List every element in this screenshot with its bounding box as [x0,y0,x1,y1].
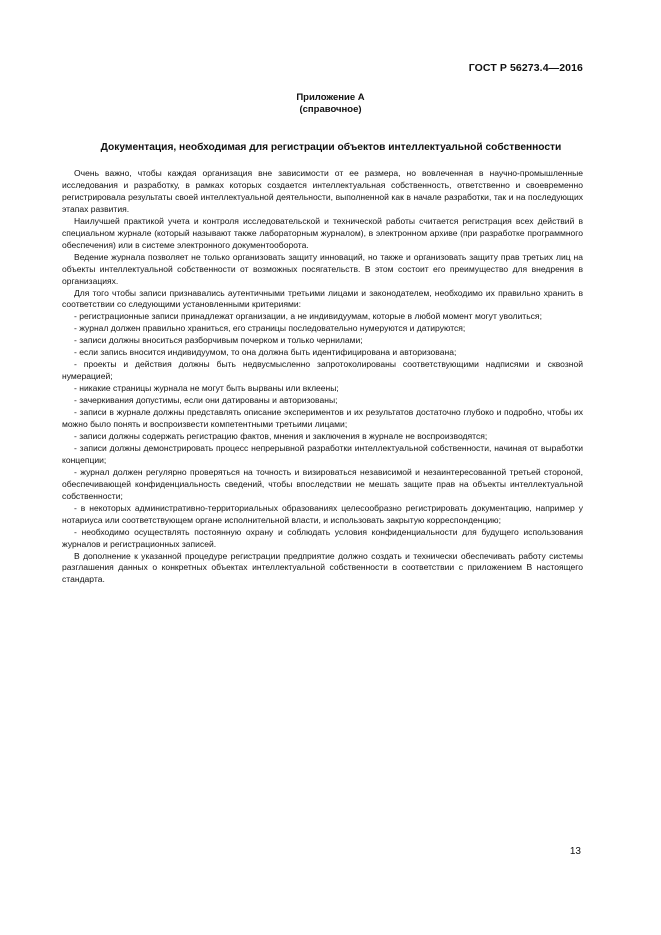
appendix-title: Приложение А [296,92,365,103]
list-item: - журнал должен правильно храниться, его страницы последовательно нумеруются и датируются; [74,323,466,334]
list-item: - никакие страницы журнала не могут быть вырваны или вклеены; [74,383,339,394]
document-title: Документация, необходимая для регистрации объектов интеллектуальной собственности [100,142,562,153]
list-item: - записи в журнале должны представлять описание экспериментов и их результатов достаточно глубоко и подробно, чтобы их можно было понять и воспроизвести компетентными третьими лицами; [62,407,583,430]
list-item: - записи должны вноситься разборчивым почерком и только чернилами; [74,335,363,346]
appendix-heading [0,92,661,116]
paragraph: Ведение журнала позволяет не только организовать защиту инноваций, но также и организовать защиту прав третьих лиц на объекты интеллектуальной собственности от возможных посягательств. В этом состоит его преимущество для внедрения в организациях. [62,251,583,286]
list-item: - записи должны демонстрировать процесс непрерывной разработки интеллектуальной собственности, начиная от выработки концепции; [62,442,583,465]
list-item: - регистрационные записи принадлежат организации, а не индивидуумам, которые в любой момент могут уволиться; [74,311,542,322]
appendix-subtitle: (справочное) [299,104,362,115]
paragraph: Наилучшей практикой учета и контроля исследовательской и технической работы считается регистрация всех действий в специальном журнале (который называют также лабораторным журналом), в электронном архиве (при разработке программного обеспечения) или в системе электронного документооборота. [62,215,583,250]
list-item: - зачеркивания допустимы, если они датированы и авторизованы; [74,395,338,406]
document-body [62,168,583,586]
paragraph: В дополнение к указанной процедуре регистрации предприятие должно создать и технически обеспечивать работу системы разглашения данных о конкретных объектах интеллектуальной собственности в соответствии с приложением В настоящего стандарта. [62,550,583,585]
paragraph: Для того чтобы записи признавались аутентичными третьими лицами и законодателем, необходимо их правильно хранить в соответствии со следующими установленными критериями: [62,287,583,310]
paragraph: Очень важно, чтобы каждая организация вне зависимости от ее размера, но вовлеченная в научно-промышленные исследования и разработку, в рамках которых создается интеллектуальная собственность, ответственно и своевременно регистрировала результаты своей интеллектуальной деятельности, выполненной как в начале разработки, так и на последующих этапах развития. [62,168,583,214]
list-item: - необходимо осуществлять постоянную охрану и соблюдать условия конфиденциальности для будущего использования журналов и регистрационных записей. [62,526,583,549]
standard-code: ГОСТ Р 56273.4—2016 [468,62,583,74]
page-number: 13 [569,846,581,857]
list-item: - проекты и действия должны быть недвусмысленно запротоколированы соответствующими надписями и сквозной нумерацией; [62,359,583,382]
list-item: - записи должны содержать регистрацию фактов, мнения и заключения в журнале не воспроизводятся; [74,430,488,441]
list-item: - журнал должен регулярно проверяться на точность и визироваться независимой и незаинтересованной третьей стороной, обеспечивающей конфиденциальность сведений, чтобы впоследствии не мешать защите прав на объекты интеллектуальной собственности; [62,466,583,501]
list-item: - если запись вносится индивидуумом, то она должна быть идентифицирована и авторизована; [74,347,457,358]
list-item: - в некоторых административно-территориальных образованиях целесообразно регистрировать документацию, например у нотариуса или соответствующем органе исполнительной власти, и использовать закрытую корреспонденцию; [62,502,583,525]
